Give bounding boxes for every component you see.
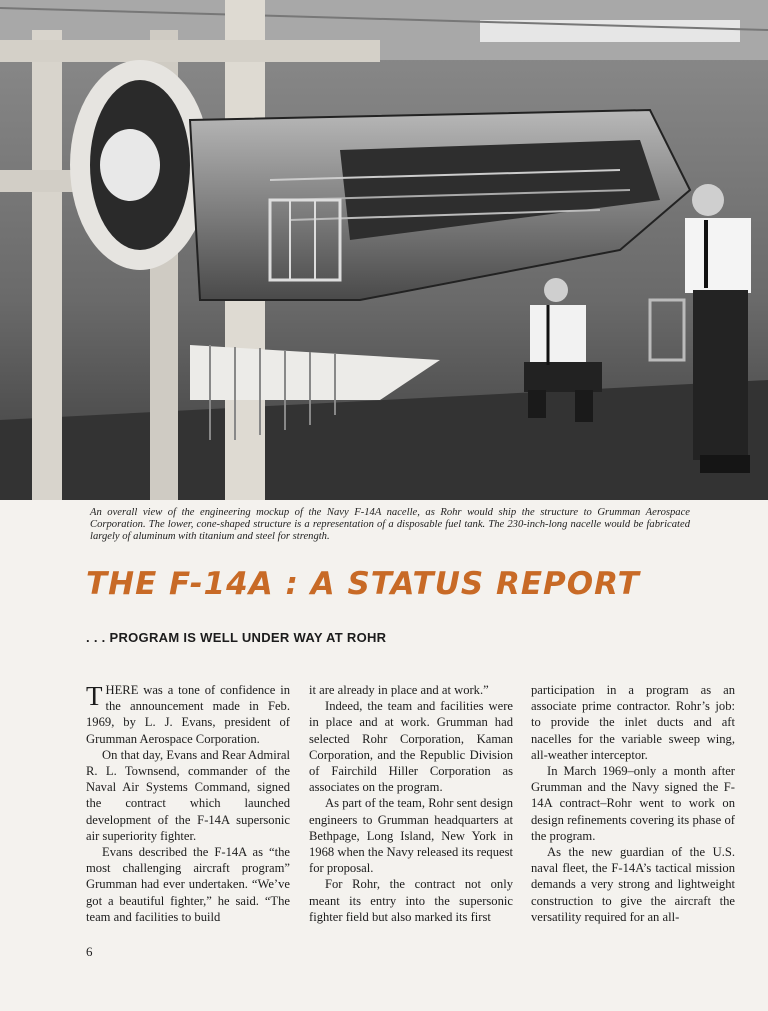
- nacelle-mockup-photo: [0, 0, 768, 500]
- paragraph: For Rohr, the contract not only meant its entry into the supersonic fighter field but also marked its first: [309, 877, 513, 924]
- article-column-3: [531, 682, 735, 925]
- paragraph: As part of the team, Rohr sent design engineers to Grumman headquarters at Bethpage, Long Island, New York in 1968 when the Navy released its request for proposal.: [309, 796, 513, 876]
- paragraph: On that day, Evans and Rear Admiral R. L. Townsend, commander of the Naval Air Systems Command, signed the contract which launched development of the F-14A supersonic air superiority fighter.: [86, 747, 290, 843]
- paragraph: participation in a program as an associate prime contractor. Rohr’s job: to provide the inlet ducts and aft nacelles for the variable sweep wing, all-weather interceptor.: [531, 683, 735, 762]
- paragraph: In March 1969–only a month after Grumman and the Navy signed the F-14A contract–Rohr went to work on design refinements covering its phase of the program.: [531, 764, 735, 843]
- article-headline: THE F-14A : A STATUS REPORT: [86, 566, 640, 602]
- paragraph: [86, 682, 290, 747]
- article-column-2: [309, 682, 513, 925]
- photo-illustration: [0, 0, 768, 500]
- article-column-1: [86, 682, 290, 925]
- page-number: 6: [86, 944, 93, 959]
- article-subhead: . . . PROGRAM IS WELL UNDER WAY AT ROHR: [86, 630, 387, 645]
- paragraph: Evans described the F-14A as “the most challenging aircraft program” Grumman had ever undertaken. “We’ve got a beautiful fighter,” he said. “The team and facilities to build: [86, 845, 290, 924]
- paragraph: it are already in place and at work.”: [309, 683, 489, 697]
- paragraph: As the new guardian of the U.S. naval fleet, the F-14A’s tactical mission demands a very strong and lightweight construction to give the aircraft the versatility required for an all-: [531, 845, 735, 924]
- paragraph-text: HERE was a tone of confidence in the announcement made in Feb. 1969, by L. J. Evans, president of Grumman Aerospace Corporation.: [86, 683, 290, 746]
- paragraph: Indeed, the team and facilities were in place and at work. Grumman had selected Rohr Corporation, Kaman Corporation, and the Republic Division of Fairchild Hiller Corporation as associates on the program.: [309, 699, 513, 795]
- drop-cap: T: [86, 681, 103, 711]
- photo-caption: An overall view of the engineering mockup of the Navy F-14A nacelle, as Rohr would ship the structure to Grumman Aerospace Corporation. The lower, cone-shaped structure is a representation of a disposable fuel tank. The 230-inch-long nacelle would be fabricated largely of aluminum with titanium and steel for strength.: [90, 507, 690, 542]
